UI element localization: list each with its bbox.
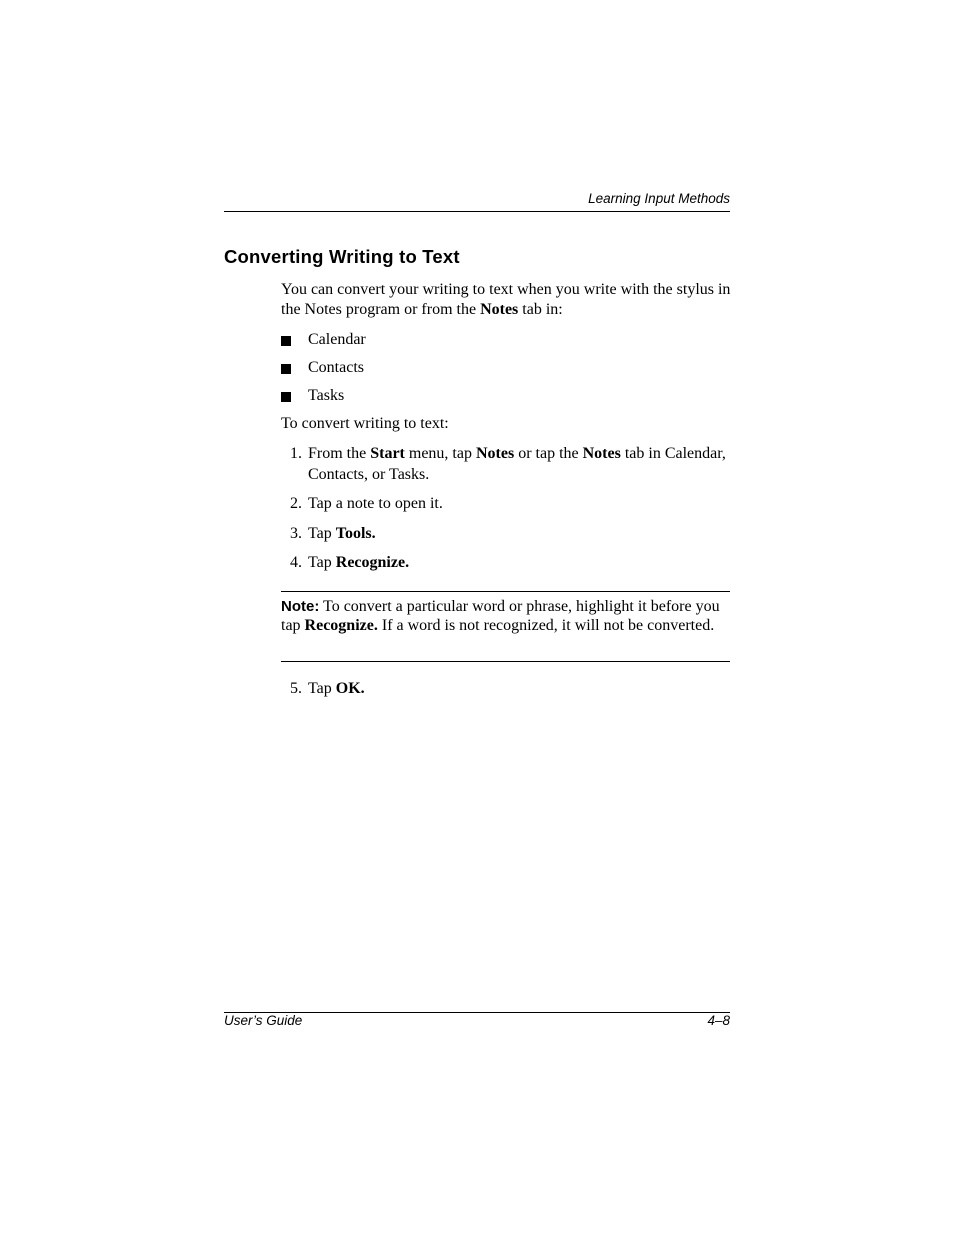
note-top-rule [281,591,730,592]
intro-text-2: tab in: [518,301,563,318]
procedure-lead-in: To convert writing to text: [281,415,449,432]
list-item-label: Tasks [308,387,345,404]
step-text: Tap Tools. [308,525,376,542]
step-text: From the Start menu, tap Notes or tap the Notes tab in Calendar, Contacts, or Tasks. [308,445,726,483]
bullet-square-icon [281,364,291,374]
intro-paragraph [281,280,731,320]
list-item-label: Contacts [308,359,364,376]
running-header: Learning Input Methods [588,191,730,206]
step-number: 4. [290,554,302,571]
page-number: 4–8 [707,1013,730,1028]
step-number: 1. [290,445,302,462]
list-item-label: Calendar [308,331,366,348]
note: Note: To convert a particular word or phrase, highlight it before you tap Recognize. If a word is not recognized, it will not be converted. [281,598,720,634]
note-label: Note: [281,598,320,615]
step-text: Tap a note to open it. [308,495,443,512]
step-number: 3. [290,525,302,542]
step-text: Tap OK. [308,680,365,697]
bullet-square-icon [281,392,291,402]
footer-guide-title: User’s Guide [224,1013,303,1028]
header-rule [224,211,730,212]
step-number: 5. [290,680,302,697]
intro-bold-notes: Notes [480,301,519,318]
step-text: Tap Recognize. [308,554,410,571]
section-title: Converting Writing to Text [224,246,460,267]
note-bottom-rule [281,661,730,662]
bullet-square-icon [281,336,291,346]
step-number: 2. [290,495,302,512]
intro-text-1: You can convert your writing to text when you write with the stylus in the Notes program or from the [281,281,731,318]
